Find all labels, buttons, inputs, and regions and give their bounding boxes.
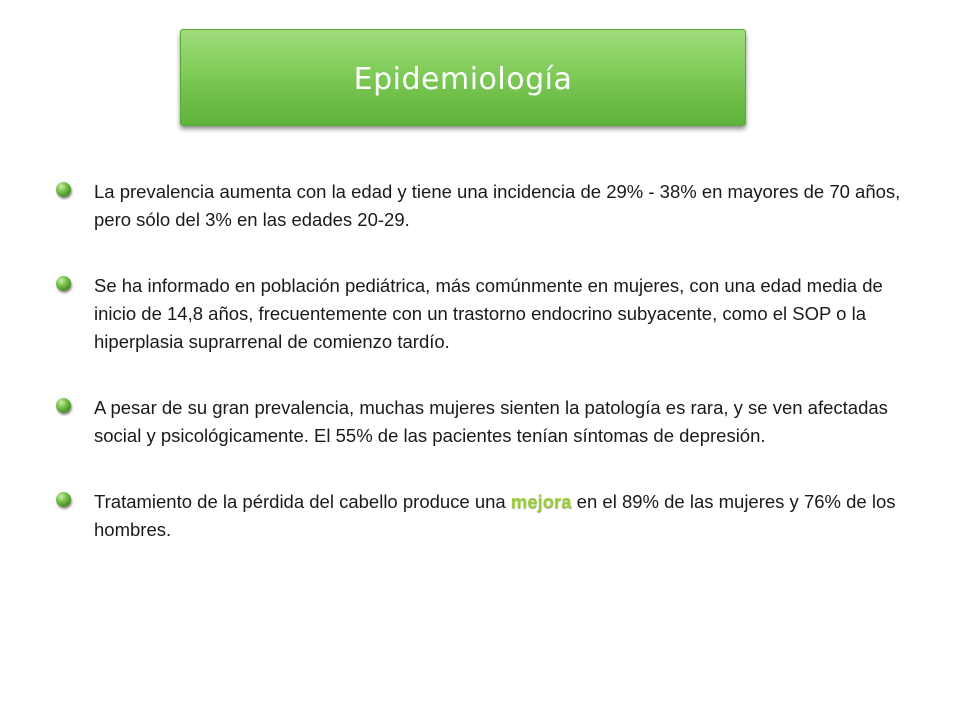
bullet-item xyxy=(52,178,912,234)
bullet-text: La prevalencia aumenta con la edad y tiene una incidencia de 29% - 38% en mayores de 70 años, pero sólo del 3% en las edades 20-29. xyxy=(94,181,901,230)
green-sphere-icon xyxy=(56,182,71,197)
bullet-text-after: en el 89% de las mujeres y 76% de los hombres. xyxy=(94,491,896,540)
bullet-item xyxy=(52,272,912,356)
title-banner xyxy=(180,29,746,126)
bullet-text: Se ha informado en población pediátrica, más comúnmente en mujeres, con una edad media de inicio de 14,8 años, frecuentemente con un trastorno endocrino subyacente, como el SOP o la hiperplasia suprarrenal de comienzo tardío. xyxy=(94,275,883,352)
green-sphere-icon xyxy=(56,276,71,291)
bullet-text-before: Tratamiento de la pérdida del cabello produce una xyxy=(94,491,511,512)
page-title: Epidemiología xyxy=(353,62,573,97)
bullet-list xyxy=(52,178,912,582)
green-sphere-icon xyxy=(56,398,71,413)
bullet-item xyxy=(52,394,912,450)
green-sphere-icon xyxy=(56,492,71,507)
bullet-text: A pesar de su gran prevalencia, muchas mujeres sienten la patología es rara, y se ven afectadas social y psicológicamente. El 55% de las pacientes tenían síntomas de depresión. xyxy=(94,397,888,446)
highlight-word: mejora xyxy=(510,491,572,512)
bullet-item xyxy=(52,488,912,544)
